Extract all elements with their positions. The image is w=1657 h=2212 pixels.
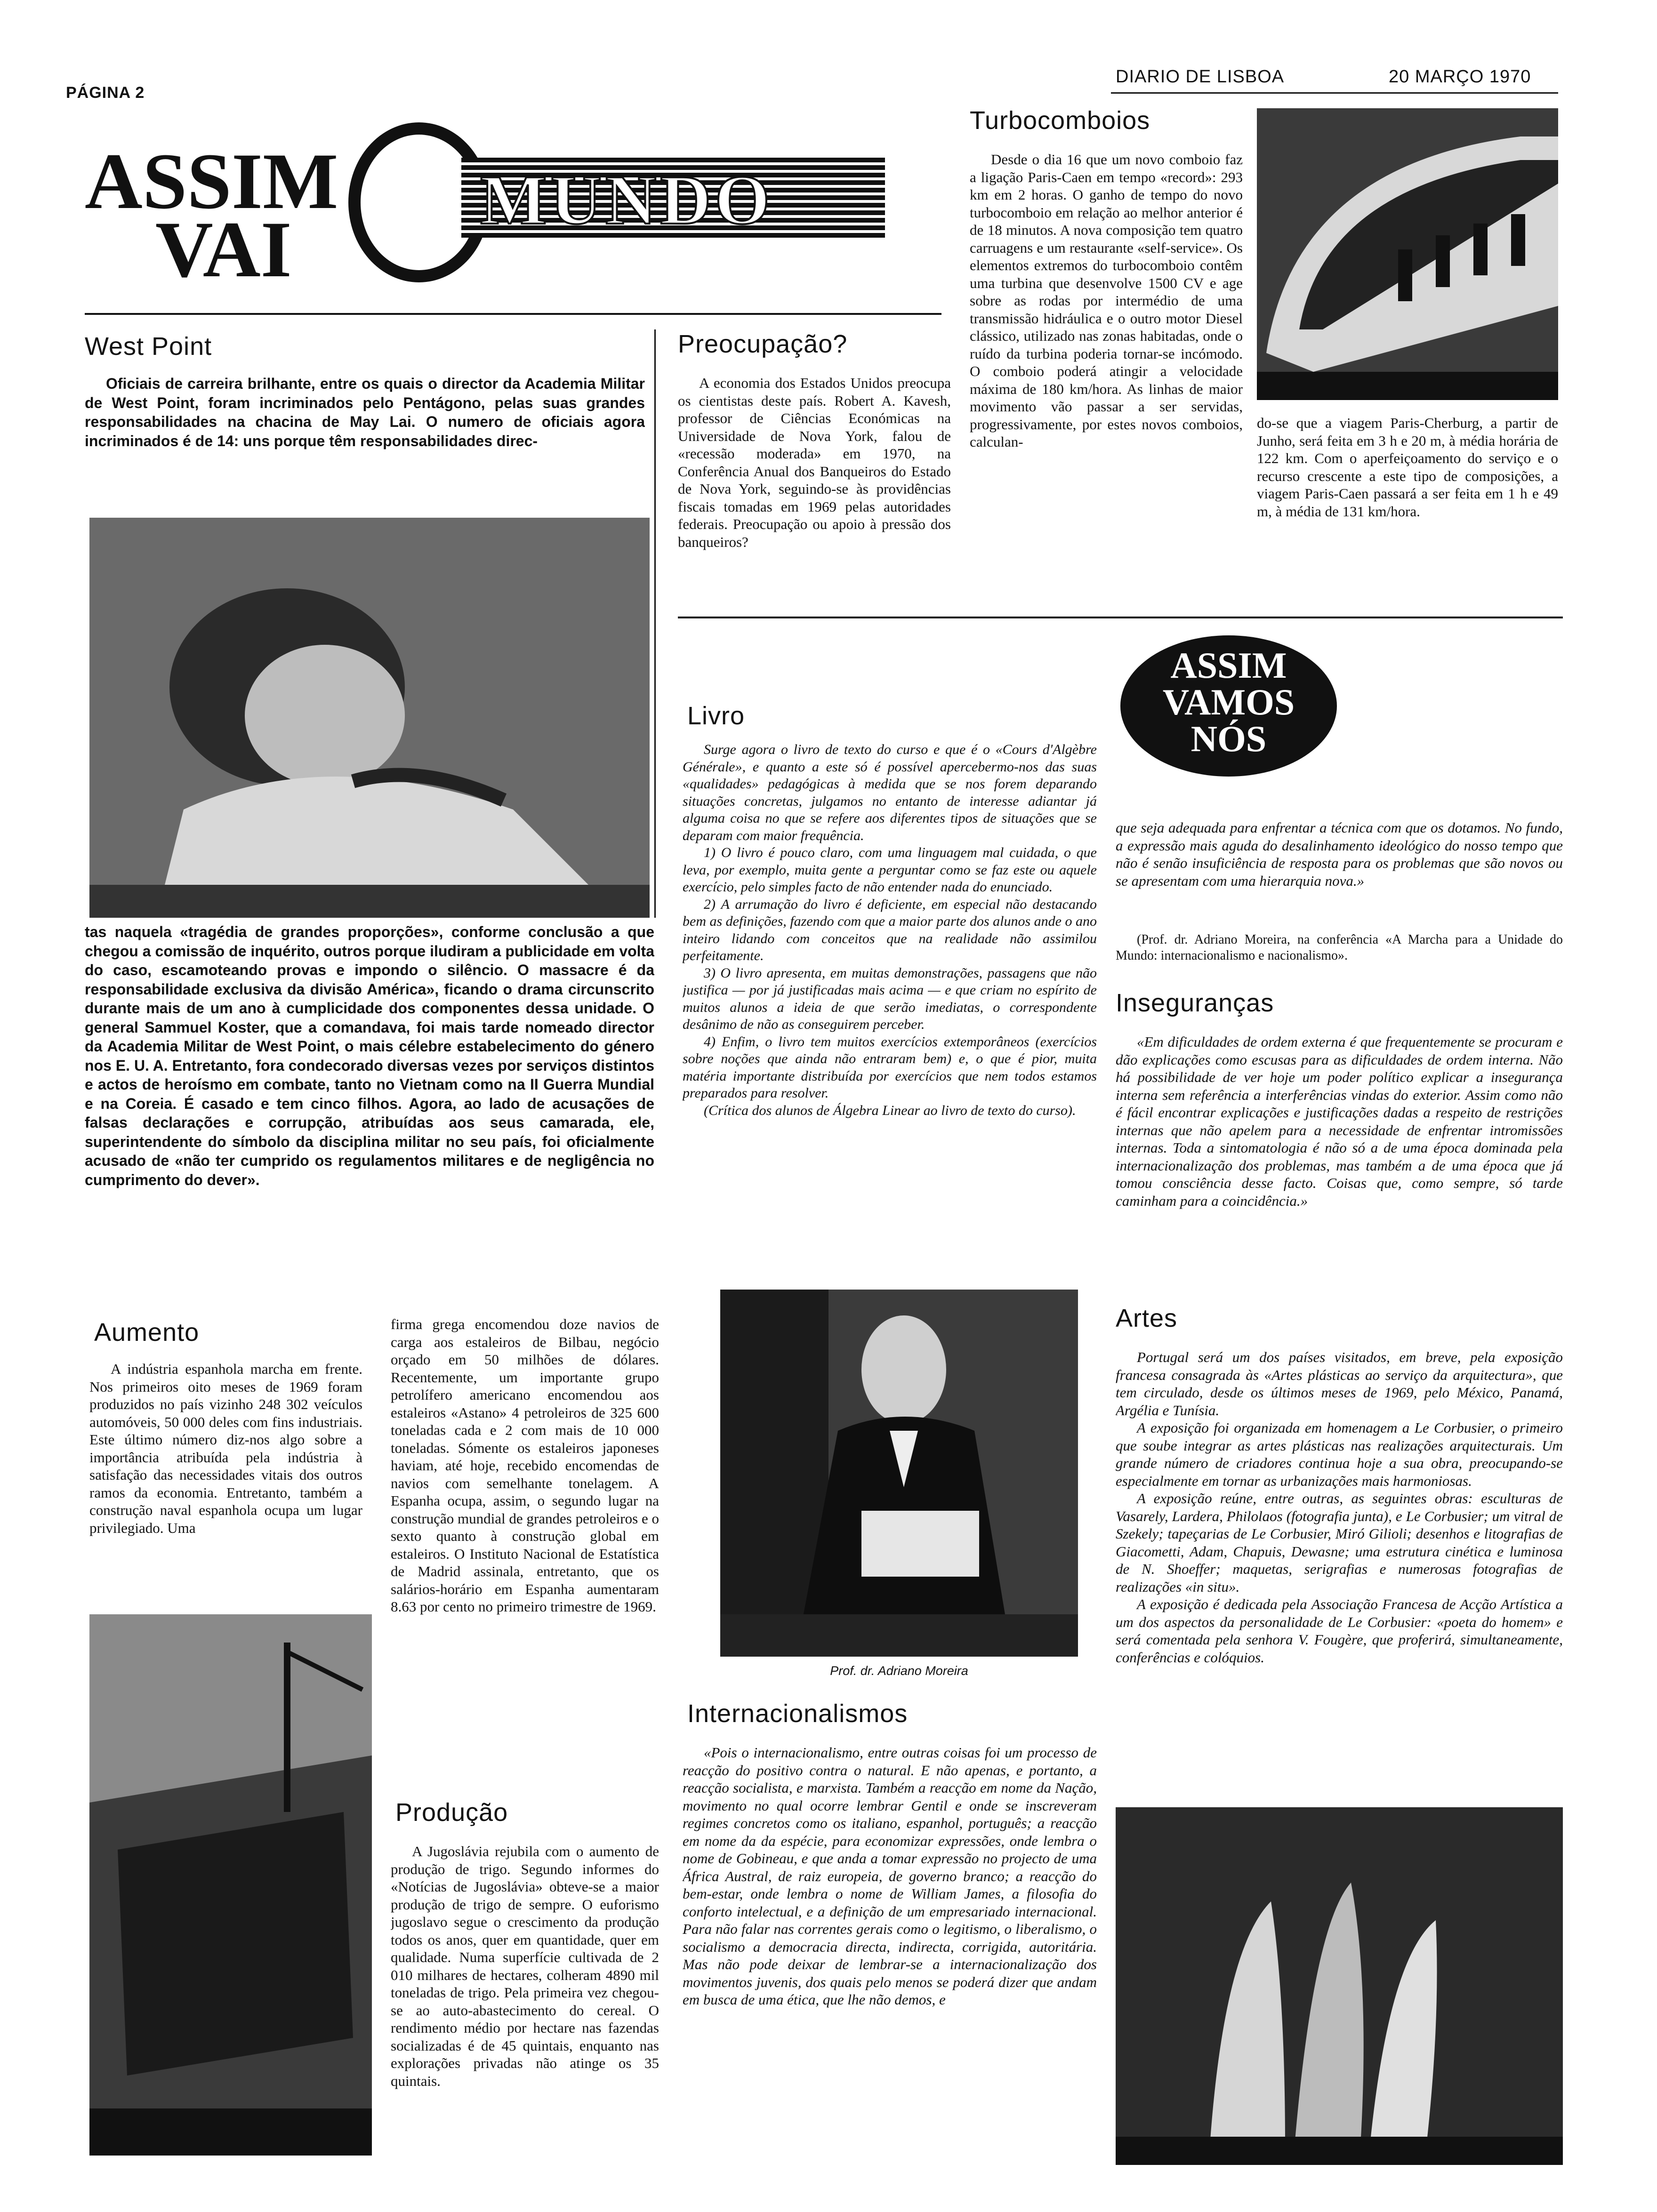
shipyard-photo-art [89, 1614, 372, 2156]
preoc-title: Preocupação? [678, 330, 848, 358]
livro-title: Livro [687, 702, 745, 730]
turbo-text-col1: Desde o dia 16 que um novo comboio faz a ligação Paris-Caen em tempo «record»: 293 km em 2 horas. O ganho de tempo do novo turbocomboio em relação ao melhor anterior é de 18 minutos. A nova composição tem quatro carruagens e um restaurante «self-service». Os elementos extremos do turbocomboio contêm uma turbina que desenvolve 1500 CV e age sobre as rodas por intermédio de uma transmissão hidráulica e o outro motor Diesel clássico, utilizado nas zonas habitadas, onde o ruído da turbina poderia tornar-se incómodo. O comboio poderá atingir a velocidade máxima de 180 km/hora. As linhas de maior movimento vão passar a ser servidas, progressivamente, por estes novos comboios, calculan- [970, 151, 1243, 450]
artes-title: Artes [1116, 1304, 1178, 1332]
masthead-assim: ASSIM [85, 137, 338, 225]
sculpture-photo [1116, 1807, 1563, 2165]
west-lead: Oficiais de carreira brilhante, entre os quais o director da Academia Militar de West Point, foram incriminados pelo Pentágono, pelas suas grandes responsabilidades na chacina de May Lai. O numero de oficiais agora incriminados é de 14: uns porque têm responsabilidades direc- [85, 375, 645, 449]
quote-source: (Prof. dr. Adriano Moreira, na conferência «A Marcha para a Unidade do Mundo: internacionalismo e nacionalismo». [1116, 932, 1563, 963]
masthead-rule [85, 313, 941, 315]
turbo-text-col2: do-se que a viagem Paris-Cherburg, a partir de Junho, será feita em 3 h e 20 m, à média horária de 122 km. Com o aperfeiçoamento do serviço e o recurso crescente a este tipo de composições, a viagem Paris-Caen passará a ser feita em 1 h e 49 m, à média de 131 km/hora. [1257, 415, 1558, 520]
masthead [85, 113, 894, 311]
header-rule [1111, 92, 1558, 94]
quote-text: que seja adequada para enfrentar a técnica com que os dotamos. No fundo, a expressão mais aguda do desalinhamento ideológico do nosso tempo que não é senão insuficiência de resposta para os problemas que são novos ou se apresentam com uma hierarquia nova.» [1116, 819, 1563, 889]
artes-text: Portugal será um dos países visitados, em breve, pela exposição francesa consagrada às «Artes plásticas ao serviço da arquitectura», que tem circulado, desde os últimos meses de 1969, pelo México, Panamá, Argélia e Tunísia. A exposição foi organizada em homenagem a Le Corbusier, o primeiro que soube integrar as artes plásticas nas realizações arquitecturais. Um grande número de criadores continua hoje a sua obra, preocupando-se especialmente em tornar as urbanizações mais harmoniosas. A exposição reúne, entre outras, as seguintes obras: esculturas de Vasarely, Lardera, Philolaos (fotografia junta), e Le Corbusier; um vitral de Szekely; tapeçarias de Le Corbusier, Miró Gilioli; desenhos e litografias de Giacometti, Adam, Chapuis, Dewasne; uma estrutura cinética e luminosa de N. Shoeffer; maquetas, serigrafias e numerosas fotografias de realizações «in situ». A exposição é dedicada pela Associação Francesa de Acção Artística a um dos aspectos da personalidade de Le Corbusier: «poeta do homem» e será comentada pela senhora V. Fougère, que proferirá, simultaneamente, conferências e colóquios. [1116, 1349, 1563, 1666]
train-photo-art [1257, 108, 1558, 400]
inter-text: «Pois o internacionalismo, entre outras coisas foi um processo de reacção do positivo contra o natural. E não apenas, e portanto, a reacção socialista, e marxista. Também a reacção em nome da Nação, movimento no qual ocorre lembrar Gentil e onde se inscreveram regimes concretos como os italiano, espanhol, português; a reacção em nome da da espécie, para economizar expressões, onde lembra o nome de Gobineau, e que anda a tomar expressão no projecto de uma África Austral, de raiz europeia, de governo branco; a reacção do bem-estar, onde lembra o nome de William James, a filosofia do conforto intelectual, e a definição de um empresariado internacional. Para não falar nas correntes gerais como o legitismo, o liberalismo, o socialismo a democracia directa, indirecta, corrigida, autoritária. Mas não pode deixar de lembrar-se a internacionalização dos movimentos juvenis, dos quais pelo menos se poderá dizer que andam em busca de uma ética, que lhe não demos, e [683, 1744, 1097, 2008]
assim-vamos-nos-badge [1120, 635, 1337, 777]
professor-photo [720, 1290, 1078, 1657]
badge-text: ASSIM VAMOS NÓS [1162, 645, 1295, 759]
newspaper-name: DIARIO DE LISBOA [1116, 67, 1285, 87]
masthead-mundo: MUNDO [480, 161, 774, 239]
shipyard-photo [89, 1614, 372, 2156]
masthead-vai: VAI [155, 205, 292, 294]
soldier-photo [89, 518, 650, 918]
inter-title: Internacionalismos [687, 1699, 908, 1728]
west-col-divider [654, 329, 656, 918]
sculpture-photo-art [1116, 1807, 1563, 2165]
issue-date: 20 MARÇO 1970 [1389, 67, 1531, 87]
professor-caption: Prof. dr. Adriano Moreira [830, 1664, 968, 1678]
aumento-title: Aumento [94, 1318, 200, 1346]
inseg-title: Inseguranças [1116, 989, 1274, 1017]
soldier-photo-art [89, 518, 650, 918]
west-continuation: tas naquela «tragédia de grandes proporções», conforme conclusão a que chegou a comissão de inquérito, outros porque iludiram a publicidade em volta do caso, escamoteando provas e impondo o silêncio. O massacre é da responsabilidade exclusiva da divisão América», ficando o drama circunscrito durante mais de um ano à cumplicidade dos componentes dessa unidade. O general Sammuel Koster, que a comandava, foi mais tarde nomeado director da Academia Militar de West Point, o mais célebre estabelecimento do género nos E. U. A. Entretanto, fora condecorado diversas vezes por serviços distintos e actos de heroísmo em combate, tanto no Vietnam como na II Guerra Mundial e na Coreia. É casado e tem cinco filhos. Agora, ao lado de acusações de falsas declarações e corrupção, atribuídas aos seus camarada, ele, superintendente do símbolo da disciplina militar no seu país, foi oficialmente acusado de «não ter cumprido os regulamentos militares e de negligência no cumprimento do dever». [85, 923, 654, 1188]
professor-photo-art [720, 1290, 1078, 1657]
aumento-text-col2: firma grega encomendou doze navios de carga aos estaleiros de Bilbau, negócio orçado em 50 milhões de dólares. Recentemente, um importante grupo petrolífero americano encomendou aos estaleiros «Astano» 4 petroleiros de 325 600 toneladas cada e 2 com mais de 10 000 toneladas. Sómente os estaleiros japoneses haviam, até hoje, recebido encomendas de navios com semelhante tonelagem. A Espanha ocupa, assim, o segundo lugar na construção mundial de grandes petroleiros e o sexto quanto à construção global em estaleiros. O Instituto Nacional de Estatística de Madrid assinala, entretanto, que os salários-horário em Espanha aumentaram 8.63 por cento no primeiro trimestre de 1969. [391, 1316, 659, 1615]
west-title: West Point [85, 332, 212, 361]
preoc-text: A economia dos Estados Unidos preocupa os cientistas deste país. Robert A. Kavesh, professor de Ciências Económicas na Universidade de Nova York, falou de «recessão moderada» em 1970, na Conferência Anual dos Banqueiros do Estado de Nova York, seguindo-se às providências fiscais tomadas em 1969 pelas autoridades federais. Preocupação ou apoio à pressão dos banqueiros? [678, 375, 951, 550]
producao-title: Produção [395, 1798, 508, 1827]
train-photo [1257, 108, 1558, 400]
turbo-title: Turbocomboios [970, 106, 1150, 135]
inseg-text: «Em dificuldades de ordem externa é que frequentemente se procuram e dão explicações como escusas para as dificuldades de ordem interna. Não há possibilidade de ver hoje um poder político explicar a insegurança interna sem referência a interferências vindas do exterior. Assim como não é fácil encontrar explicações e justificações dadas a respeito de restrições internas que não apelem para a necessidade de enfrentar intromissões internas. Toda a sintomatologia é não só a de uma época dominada pela internacionalização dos problemas, mas também a de uma época que já tomou consciência desse facto. Coisas que, como sempre, só tarde caminham para a coincidência.» [1116, 1034, 1563, 1209]
producao-text: A Jugoslávia rejubila com o aumento de produção de trigo. Segundo informes do «Notícias de Jugoslávia» obteve-se a maior produção de trigo de sempre. O euforismo jugoslavo segue o crescimento da produção todos os anos, quer em quantidade, quer em qualidade. Numa superfície cultivada de 2 010 milhares de hectares, colheram 4890 mil toneladas de trigo. Pela primeira vez chegou-se ao auto-abastecimento do cereal. O rendimento médio por hectare nas fazendas socializadas é de 45 quintais, enquanto nas explorações privadas não atinge os 35 quintais. [391, 1843, 659, 2089]
top-section-rule [678, 617, 1563, 618]
livro-text: Surge agora o livro de texto do curso e que é o «Cours d'Algèbre Générale», e quanto a este só é possível apercebermo-nos das suas «qualidades» pedagógicas à medida que se nos forem deparando situações concretas, julgamos no entanto de interesse adiantar já alguma coisa no que se refere aos diferentes tipos de situações que se deparam com maior frequência. 1) O livro é pouco claro, com uma linguagem mal cuidada, o que leva, por exemplo, muita gente a perguntar como se faz este ou aquele exercício, pelo simples facto de não entender nada do enunciado. 2) A arrumação do livro é deficiente, em especial não destacando bem as definições, fazendo com que a maior parte dos alunos ande o ano inteiro lidando com conceitos que na realidade não assimilou perfeitamente. 3) O livro apresenta, em muitas demonstrações, passagens que não justifica — por já justificadas mais acima — e que criam no espírito de muitos alunos a ideia de que serão imediatas, o correspondente desânimo de não as conseguirem perceber. 4) Enfim, o livro tem muitos exercícios extemporâneos (exercícios sobre noções que ainda não entraram bem) e, o que é pior, muita matéria importante distribuída por exercícios que nem todos estamos preparados para resolver. (Crítica dos alunos de Álgebra Linear ao livro de texto do curso). [683, 742, 1097, 1118]
page-number: PÁGINA 2 [66, 84, 145, 102]
aumento-text-col1: A indústria espanhola marcha em frente. Nos primeiros oito meses de 1969 foram produzidos no país vizinho 248 302 veículos automóveis, 50 000 deles com fins industriais. Este último número diz-nos algo sobre a importância atribuída pela indústria à satisfação das necessidades vitais dos outros ramos da economia. Entretanto, também a construção naval espanhola ocupa um lugar privilegiado. Uma [89, 1361, 362, 1536]
